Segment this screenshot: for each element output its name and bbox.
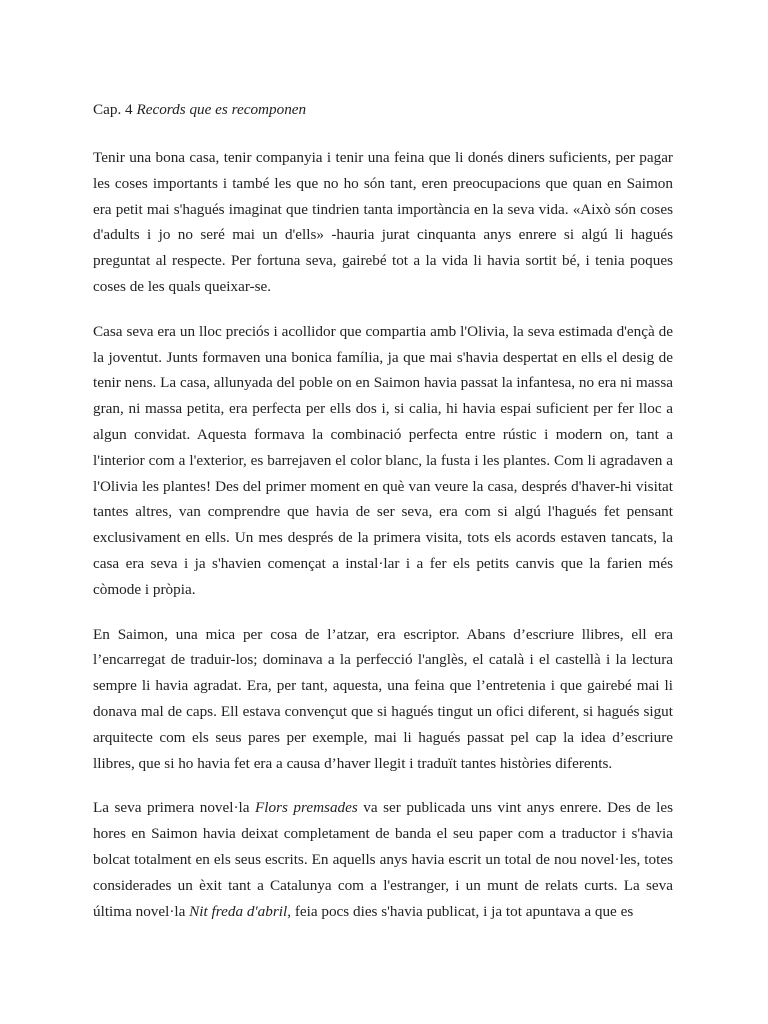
chapter-number: Cap. 4	[93, 101, 133, 118]
document-page	[93, 97, 673, 943]
paragraph-4	[93, 795, 673, 924]
paragraph-2: Casa seva era un lloc preciós i acollidor que compartia amb l'Olivia, la seva estimada d'ençà de la joventut. Junts formaven una bonica família, ja que mai s'havia despertat en ells el desig de tenir nens. La casa, allunyada del poble on en Saimon havia passat la infantesa, no era ni massa gran, ni massa petita, era perfecta per ells dos i, si calia, hi havia espai suficient per fer lloc a algun convidat. Aquesta formava la combinació perfecta entre rústic i modern on, tant a l'interior com a l'exterior, es barrejaven el color blanc, la fusta i les plantes. Com li agradaven a l'Olivia les plantes! Des del primer moment en què van veure la casa, després d'haver-hi visitat tantes altres, van comprendre que havia de ser seva, era com si algú l'hagués fet pensant exclusivament en ells. Un mes després de la primera visita, tots els acords estaven tancats, la casa era seva i ja s'havien començat a instal·lar i a fer els petits canvis que la farien més còmode i pròpia.	[93, 322, 673, 598]
paragraph-4-text-c: , feia pocs dies s'havia publicat, i ja tot apuntava a que es	[287, 902, 634, 920]
book-title-flors-premsades: Flors premsades	[254, 799, 358, 817]
chapter-title: Records que es recomponen	[136, 101, 307, 118]
paragraph-4-text-b: va ser publicada uns vint anys enrere. Des de les hores en Saimon havia deixat completament de banda el seu paper com a traductor i s'havia bolcat totalment en els seus escrits. En aquells anys havia escrit un total de nou novel·les, totes considerades un èxit tant a Catalunya com a l'estranger, i un munt de relats curts. La seva última novel·la	[93, 799, 673, 920]
paragraph-4-text-a: La seva primera novel·la	[93, 799, 255, 817]
paragraph-3: En Saimon, una mica per cosa de l’atzar, era escriptor. Abans d’escriure llibres, ell era l’encarregat de traduir-los; dominava a la perfecció l'anglès, el català i el castellà i la lectura sempre li havia agradat. Era, per tant, aquesta, una feina que l’entretenia i que gairebé mai li donava mal de caps. Ell estava convençut que si hagués tingut un ofici diferent, si hagués sigut arquitecte com els seus pares per exemple, mai li hagués passat pel cap la idea d’escriure llibres, que si ho havia fet era a causa d’haver llegit i traduït tantes històries diferents.	[93, 625, 673, 772]
paragraph-1: Tenir una bona casa, tenir companyia i tenir una feina que li donés diners suficients, per pagar les coses importants i també les que no ho són tant, eren preocupacions que quan en Saimon era petit mai s'hagués imaginat que tindrien tanta importància en la seva vida. «Això són coses d'adults i jo no seré mai un d'ells» -hauria jurat cinquanta anys enrere si algú li hagués preguntat al respecte. Per fortuna seva, gairebé tot a la vida li havia sortit bé, i tenia poques coses de les quals queixar-se.	[93, 149, 673, 295]
chapter-heading	[93, 97, 673, 123]
book-title-nit-freda-dabril: Nit freda d'abril	[189, 902, 288, 920]
